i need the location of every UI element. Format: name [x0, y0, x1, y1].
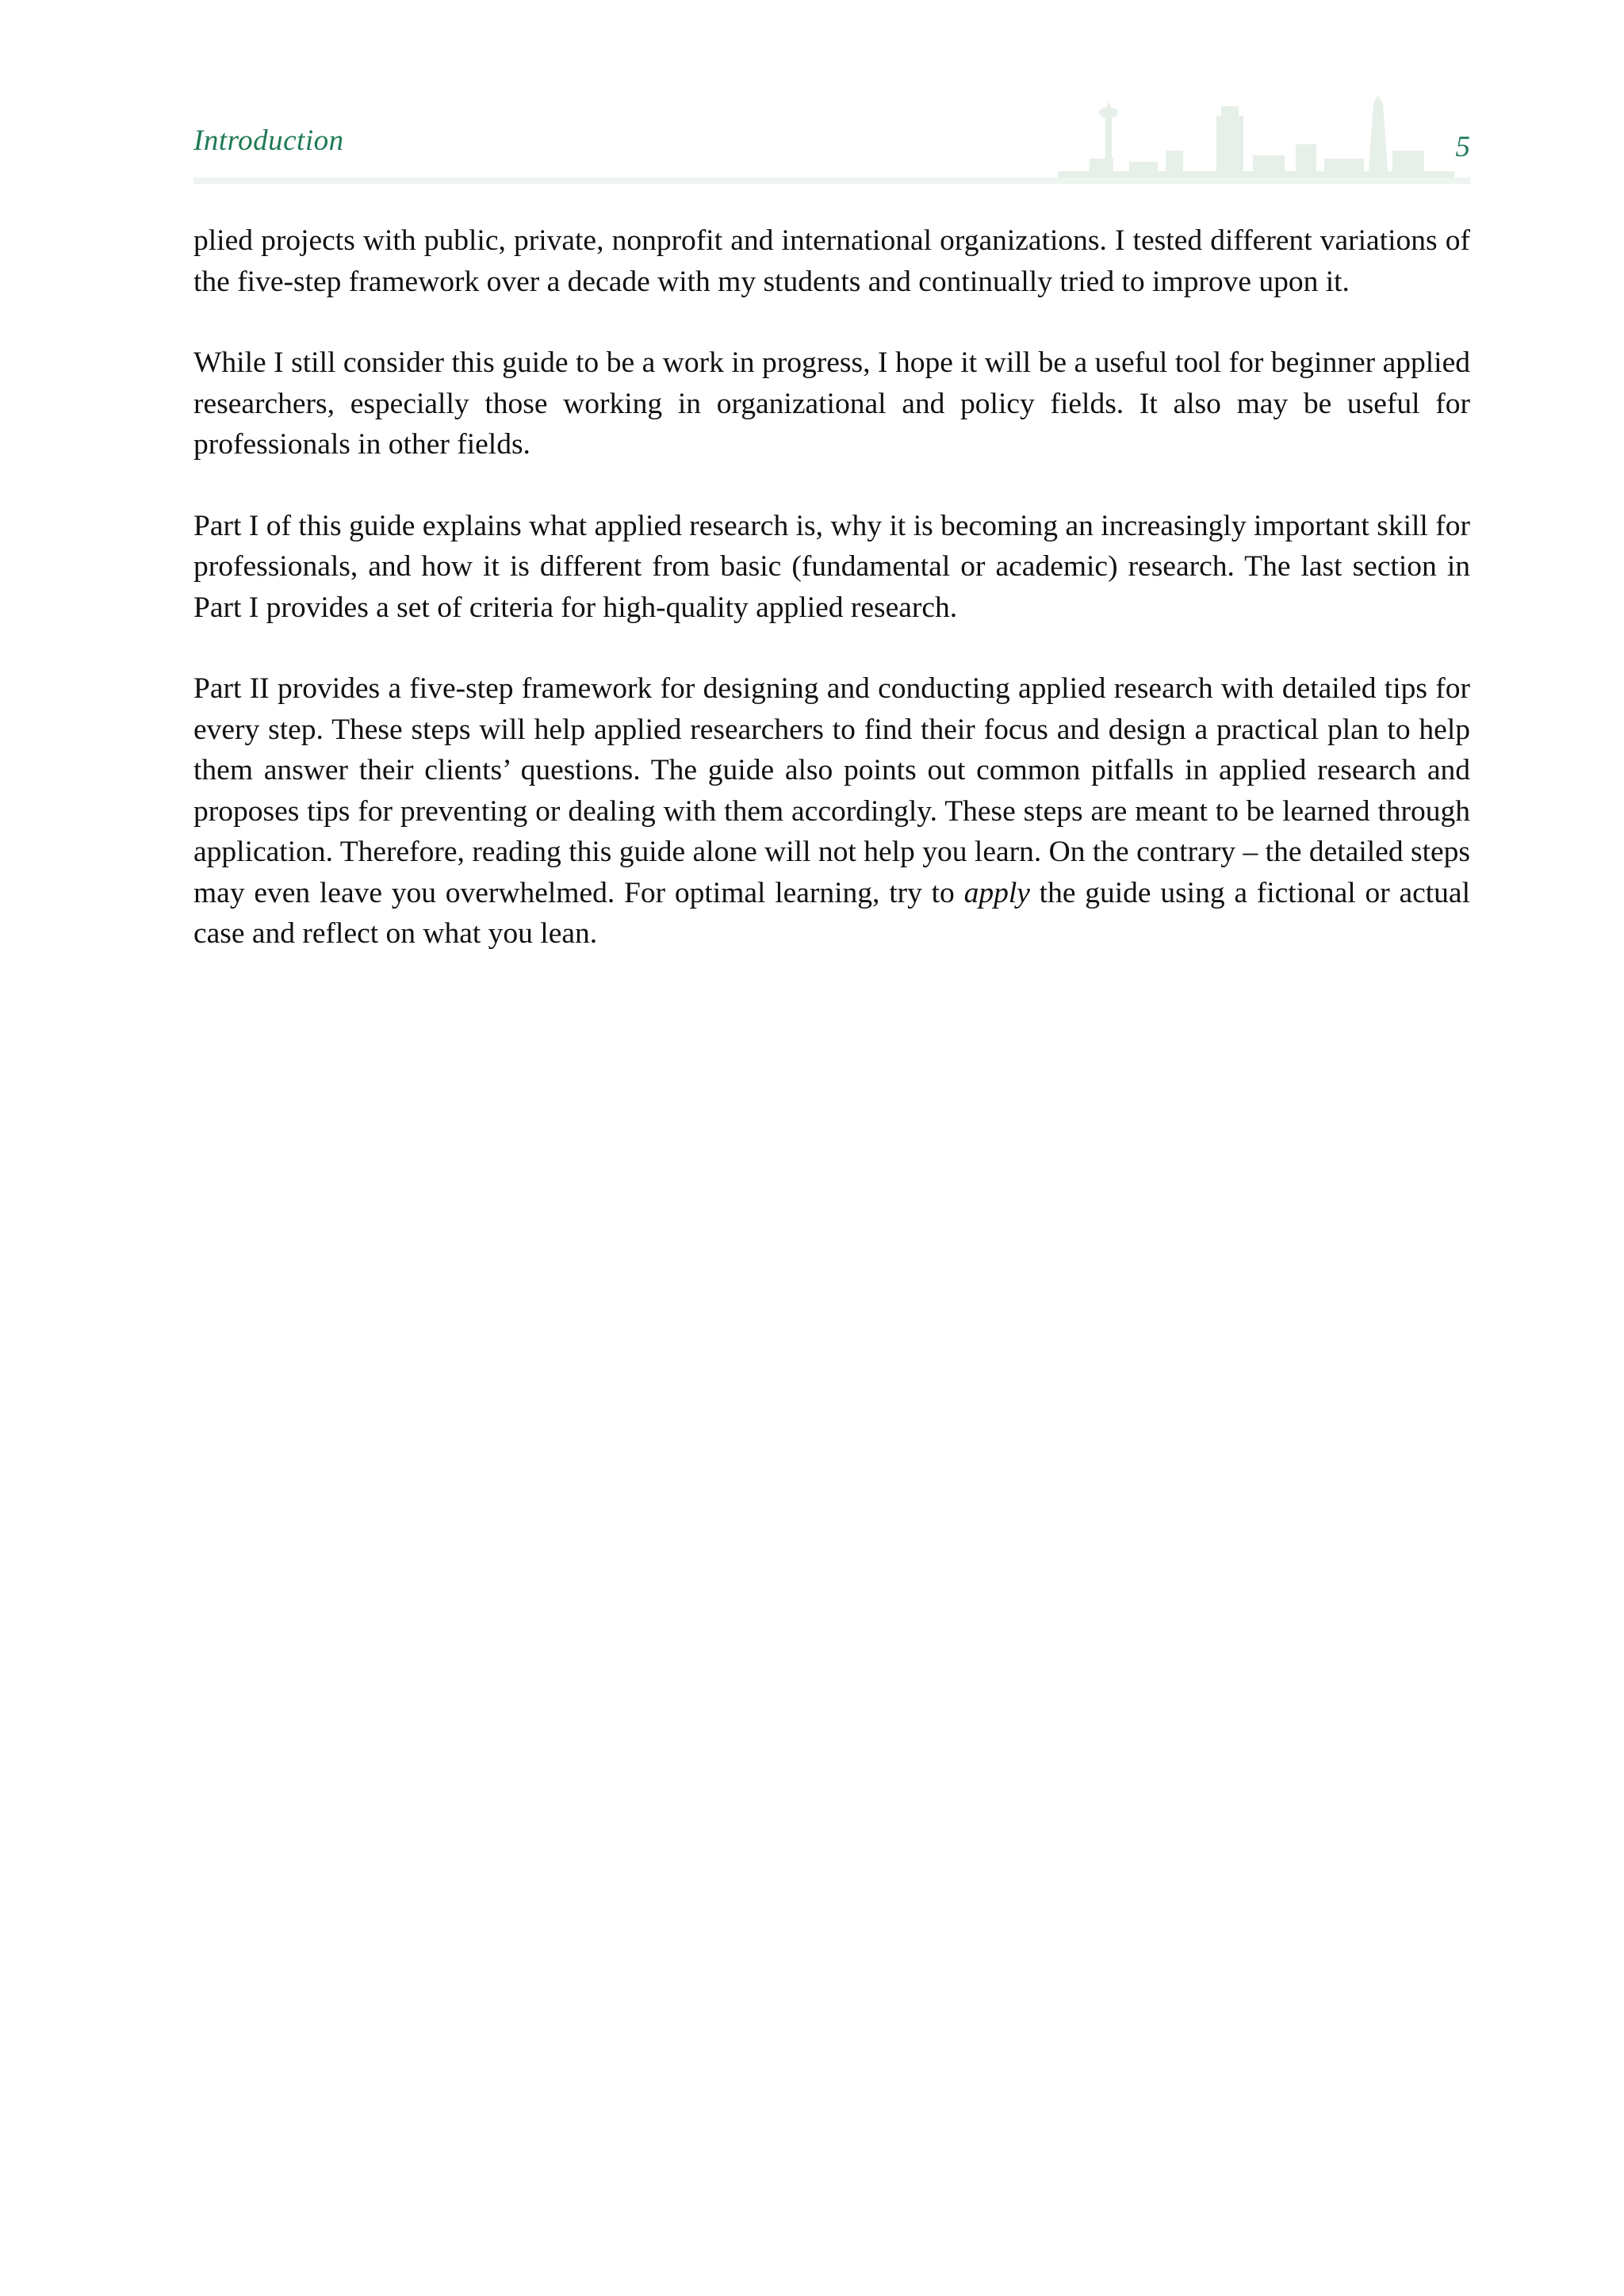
running-head: Introduction — [193, 124, 344, 157]
page-header — [193, 95, 1470, 190]
paragraph: plied projects with public, private, nonprofit and international organizations. I tested different variations of the five-step framework over a decade with my students and continually tried to improve upon it. — [193, 224, 1470, 298]
header-rule — [193, 178, 1470, 184]
body-text — [193, 220, 1470, 995]
paragraph-text: Part II provides a five-step framework for designing and conducting applied research with detailed tips for every step. These steps will help applied researchers to find their focus and design a practical plan to help them answer their clients’ questions. The guide also points out common pitfalls in applied research and proposes tips for preventing or dealing with them accordingly. These steps are meant to be learned through application. Therefore, reading this guide alone will not help you learn. On the contrary – the detailed steps may even leave you overwhelmed. For optimal learning, try to — [193, 672, 1470, 909]
page-number: 5 — [1455, 131, 1470, 163]
paragraph: Part I of this guide explains what applied research is, why it is becoming an increasingly important skill for professionals, and how it is different from basic (fundamental or academic) research. The last section in Part I provides a set of criteria for high-quality applied research. — [193, 509, 1470, 624]
paragraph-part-two — [193, 668, 1470, 955]
paragraph-text: the guide using a fictional or actual case and reflect on what you lean. — [193, 876, 1470, 950]
emphasis-apply: apply — [963, 876, 1030, 909]
skyline-decoration — [1058, 95, 1454, 184]
paragraph: While I still consider this guide to be a work in progress, I hope it will be a useful tool for beginner applied researchers, especially those working in organizational and policy fields. It also may be useful for professionals in other fields. — [193, 346, 1470, 461]
